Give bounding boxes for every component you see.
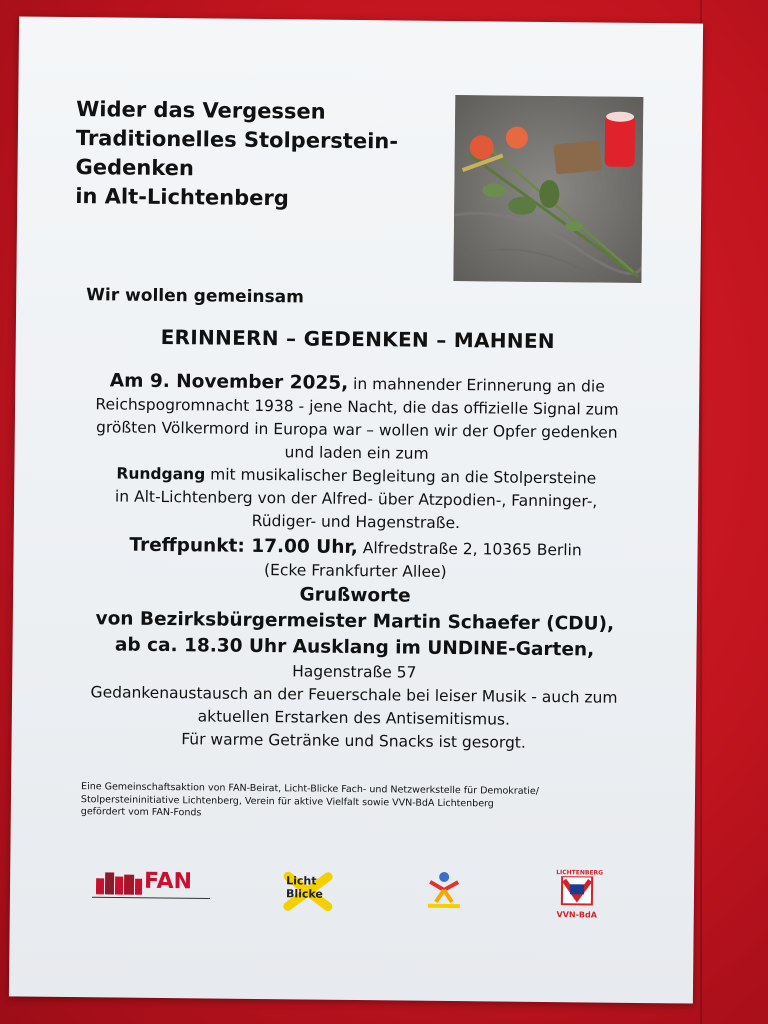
body-line: (Ecke Frankfurter Allee): [263, 561, 447, 581]
candle: [605, 115, 636, 167]
fan-logo: [92, 866, 212, 907]
credits-line: Eine Gemeinschaftsaktion von FAN-Beirat, Licht-Blicke Fach- und Netzwerkstelle für Demokratie/: [81, 781, 540, 797]
logo-text-licht: Licht: [286, 874, 317, 888]
logo-text-blicke: Blicke: [285, 887, 323, 901]
body-line: Gedankenaustausch an der Feuerschale bei leiser Musik - auch zum: [90, 683, 618, 707]
body-line: größten Völkermord in Europa war – wollen wir der Opfer gedenken: [96, 418, 618, 442]
vvn-bda-logo: [556, 869, 604, 920]
meeting-address: Alfredstraße 2, 10365 Berlin: [357, 539, 582, 560]
fan-logo-text: FAN: [143, 868, 193, 895]
title-line: in Alt-Lichtenberg: [75, 184, 289, 211]
body-text: in mahnender Erinnerung an die: [348, 374, 605, 396]
vvn-top-text: LICHTENBERG: [556, 869, 604, 877]
stolperstein-plate: [553, 140, 602, 174]
logo-row: [9, 861, 694, 948]
stolperstein-photo: [453, 95, 643, 283]
body-text: mit musikalischer Begleitung an die Stolpersteine: [205, 465, 597, 488]
intro-text: Wir wollen gemeinsam: [86, 285, 304, 308]
photo-image: [453, 95, 643, 283]
flyer-paper: [9, 16, 703, 1003]
credits-line: Stolpersteininitiative Lichtenberg, Verein für aktive Vielfalt sowie VVN-BdA Lichtenberg: [80, 793, 494, 809]
licht-blicke-logo: [282, 870, 334, 913]
ausklang-line: ab ca. 18.30 Uhr Ausklang im UNDINE-Garten,: [114, 634, 595, 661]
title-line: Gedenken: [75, 155, 195, 181]
headline: ERINNERN – GEDENKEN – MAHNEN: [160, 324, 556, 354]
meeting-point-label: Treffpunkt: 17.00 Uhr,: [129, 534, 358, 559]
vielfalt-logo: [422, 868, 466, 912]
body-line: in Alt-Lichtenberg von der Alfred- über Atzpodien-, Fanninger-,: [114, 487, 598, 511]
credits-line: gefördert vom FAN-Fonds: [80, 806, 202, 819]
body-line: Rüdiger- und Hagenstraße.: [251, 511, 461, 533]
body-line: Für warme Getränke und Snacks ist gesorgt.: [181, 730, 526, 752]
body-line: aktuellen Erstarken des Antisemitismus.: [197, 707, 511, 729]
body-line: Reichspogromnacht 1938 - jene Nacht, die das offizielle Signal zum: [95, 395, 619, 419]
greetings-heading: Grußworte: [299, 584, 411, 607]
event-date: Am 9. November 2025,: [109, 370, 349, 394]
body-line: und laden ein zum: [284, 443, 429, 463]
body-line: Hagenstraße 57: [292, 662, 417, 682]
event-body: [51, 369, 659, 756]
mayor-line: von Bezirksbürgermeister Martin Schaefer (CDU),: [95, 608, 615, 635]
title-line: Traditionelles Stolperstein-: [75, 126, 399, 154]
credits: [81, 781, 621, 824]
rundgang-label: Rundgang: [116, 464, 206, 484]
flyer-title: [75, 95, 436, 215]
title-line: Wider das Vergessen: [76, 97, 326, 124]
licht-blicke-text: [286, 874, 323, 900]
vvn-bottom-text: VVN-BdA: [556, 910, 598, 920]
